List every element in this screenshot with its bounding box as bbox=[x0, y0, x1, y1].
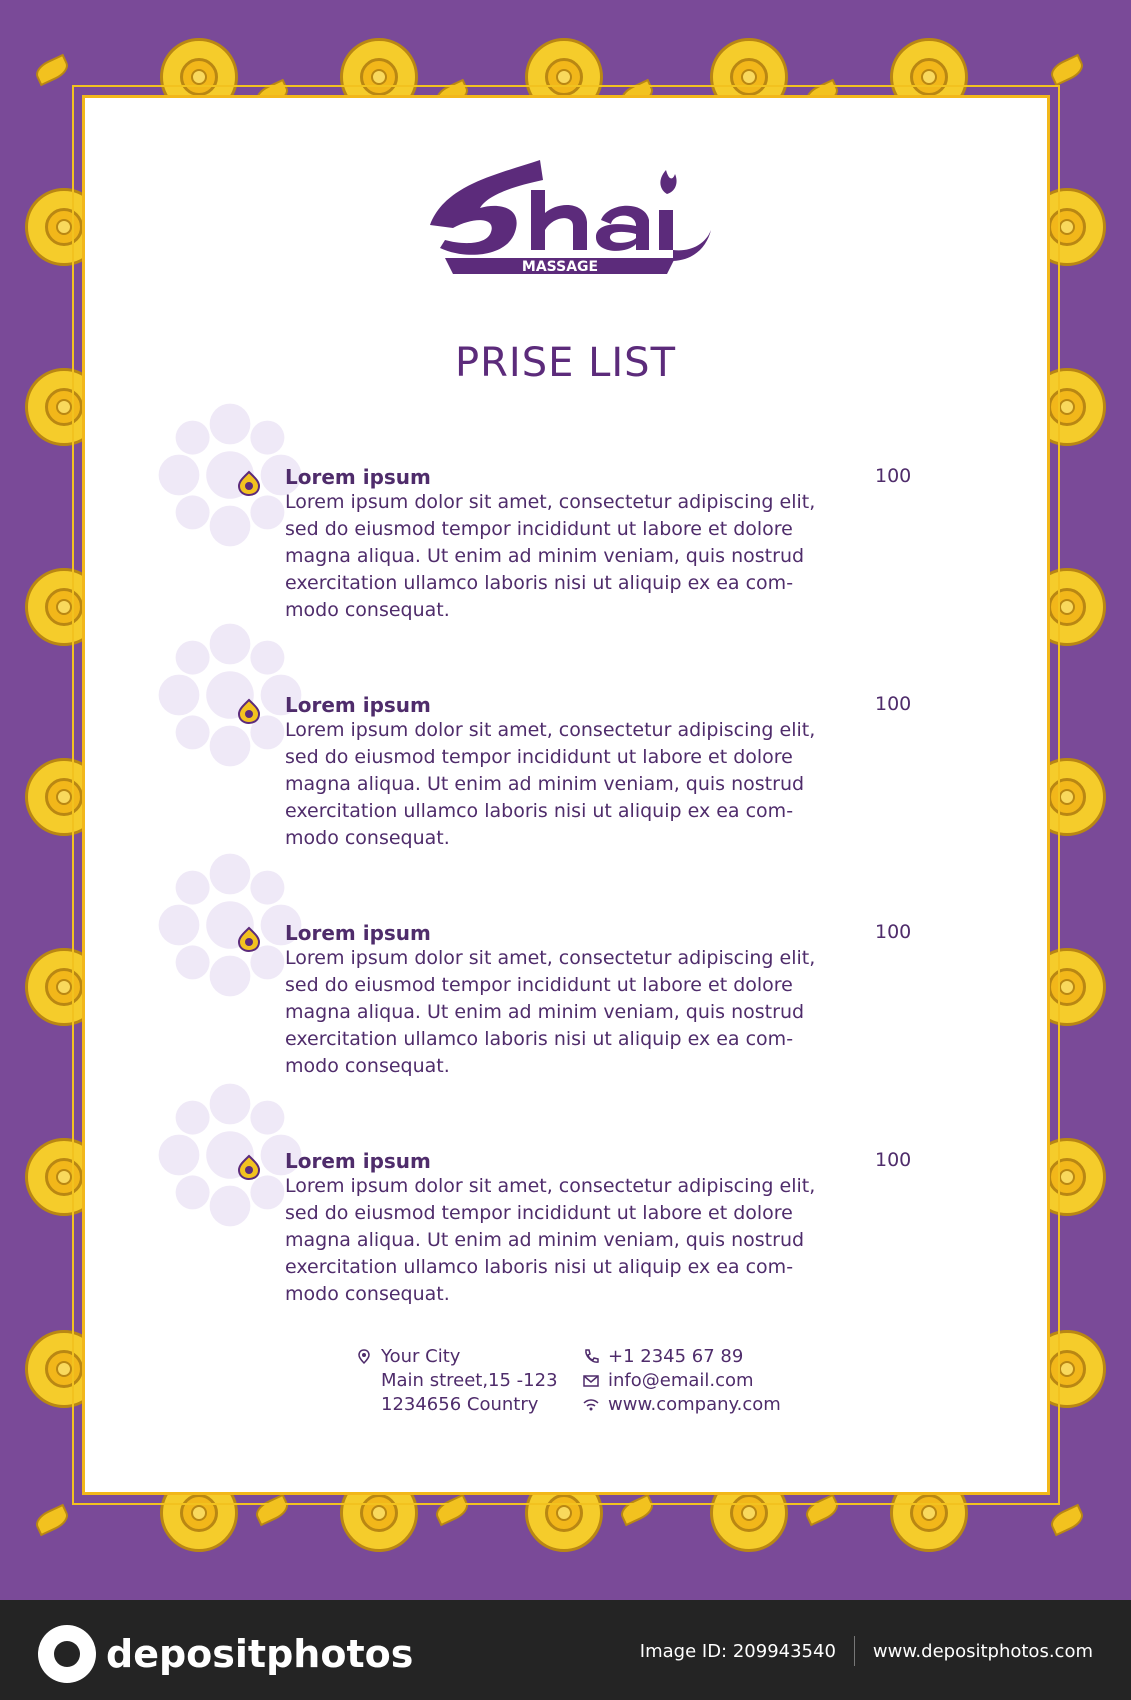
lotus-bullet-icon bbox=[235, 469, 263, 497]
image-id: Image ID: 209943540 bbox=[639, 1640, 836, 1662]
address-row bbox=[355, 1345, 558, 1369]
location-pin-icon bbox=[355, 1348, 373, 1366]
shai-massage-logo bbox=[405, 150, 725, 300]
depositphotos-brand[interactable] bbox=[38, 1625, 413, 1683]
footer-site[interactable]: www.depositphotos.com bbox=[872, 1640, 1093, 1662]
item-description: Lorem ipsum dolor sit amet, consectetur adipiscing elit, sed do eiusmod tempor incididunt ut labore et dolore magna aliqua. Ut enim ad minim veniam, quis nostrud exercitation ullamco laboris nisi ut aliquip ex ea com- modo consequat. bbox=[285, 947, 816, 1077]
website-text[interactable]: www.company.com bbox=[608, 1394, 781, 1415]
website-row bbox=[582, 1393, 781, 1417]
item-title: Lorem ipsum bbox=[285, 693, 431, 717]
contact-block bbox=[582, 1345, 781, 1417]
address-block bbox=[355, 1345, 558, 1417]
email-text[interactable]: info@email.com bbox=[608, 1370, 754, 1391]
brand-name: depositphotos bbox=[106, 1632, 414, 1676]
item-title: Lorem ipsum bbox=[285, 465, 431, 489]
stock-footer bbox=[0, 1600, 1131, 1700]
item-price: 100 bbox=[875, 1149, 912, 1171]
price-item bbox=[285, 1149, 935, 1308]
page-title: PRISE LIST bbox=[455, 340, 676, 386]
phone-row bbox=[582, 1345, 781, 1369]
address-city: Your City bbox=[381, 1346, 461, 1367]
item-price: 100 bbox=[875, 465, 912, 487]
footer-meta bbox=[640, 1636, 1093, 1666]
lotus-bullet-icon bbox=[235, 697, 263, 725]
price-item bbox=[285, 465, 935, 624]
lotus-bullet-icon bbox=[235, 925, 263, 953]
item-description: Lorem ipsum dolor sit amet, consectetur adipiscing elit, sed do eiusmod tempor incididunt ut labore et dolore magna aliqua. Ut enim ad minim veniam, quis nostrud exercitation ullamco laboris nisi ut aliquip ex ea com- modo consequat. bbox=[285, 719, 816, 849]
address-street: Main street,15 -123 bbox=[381, 1370, 558, 1391]
email-row bbox=[582, 1369, 781, 1393]
item-title: Lorem ipsum bbox=[285, 921, 431, 945]
logo-subtitle: MASSAGE bbox=[521, 259, 599, 275]
address-country: 1234656 Country bbox=[381, 1394, 539, 1415]
price-item bbox=[285, 693, 935, 852]
item-price: 100 bbox=[875, 693, 912, 715]
item-title: Lorem ipsum bbox=[285, 1149, 431, 1173]
item-price: 100 bbox=[875, 921, 912, 943]
lotus-bullet-icon bbox=[235, 1153, 263, 1181]
item-description: Lorem ipsum dolor sit amet, consectetur adipiscing elit, sed do eiusmod tempor incididunt ut labore et dolore magna aliqua. Ut enim ad minim veniam, quis nostrud exercitation ullamco laboris nisi ut aliquip ex ea com- modo consequat. bbox=[285, 491, 816, 621]
wifi-icon bbox=[582, 1396, 600, 1414]
footer-divider bbox=[854, 1636, 855, 1666]
camera-logo-icon bbox=[38, 1625, 96, 1683]
price-item bbox=[285, 921, 935, 1080]
phone-icon bbox=[582, 1348, 600, 1366]
mail-icon bbox=[582, 1372, 600, 1390]
item-description: Lorem ipsum dolor sit amet, consectetur adipiscing elit, sed do eiusmod tempor incididunt ut labore et dolore magna aliqua. Ut enim ad minim veniam, quis nostrud exercitation ullamco laboris nisi ut aliquip ex ea com- modo consequat. bbox=[285, 1175, 816, 1305]
phone-text[interactable]: +1 2345 67 89 bbox=[608, 1346, 744, 1367]
